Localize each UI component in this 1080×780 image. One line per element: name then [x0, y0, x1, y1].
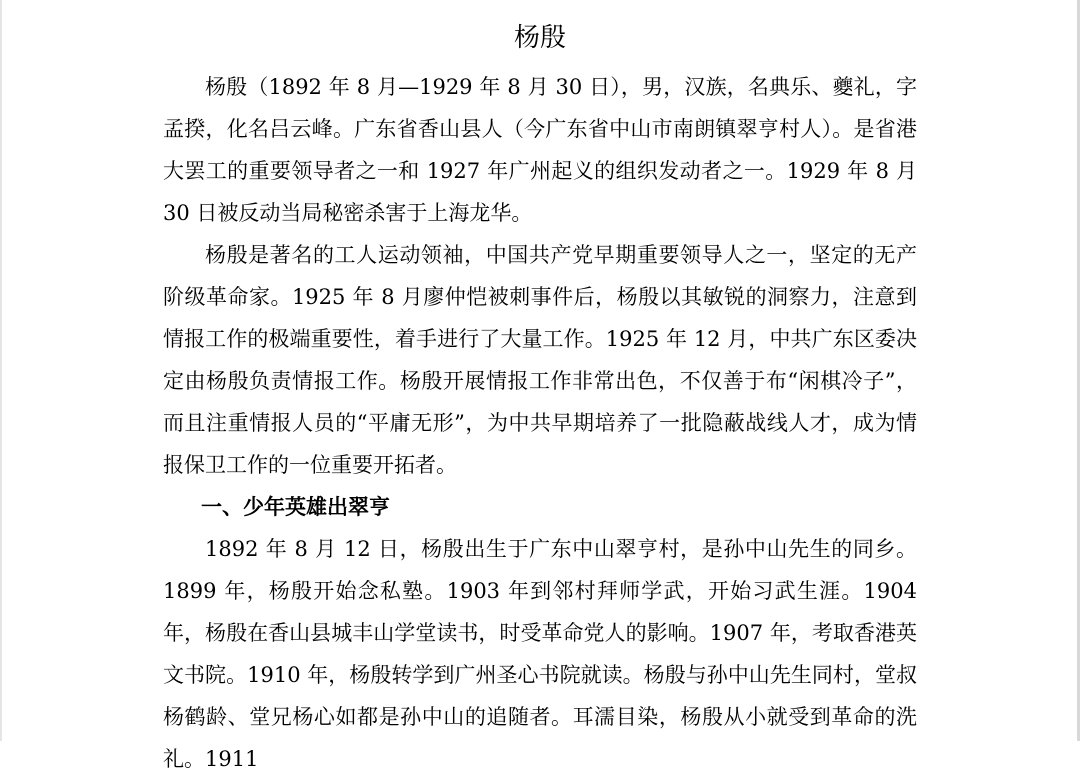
- document-body: [163, 66, 917, 780]
- intro-paragraph: 杨殷（1892 年 8 月—1929 年 8 月 30 日），男，汉族，名典乐、夔礼，字孟揆，化名吕云峰。广东省香山县人（今广东省中山市南朗镇翠亨村人）。是省港大罢工的重要领导者之一和 1927 年广州起义的组织发动者之一。1929 年 8 月 30 日被反动当局秘密杀害于上海龙华。: [163, 75, 917, 225]
- section-paragraph: 1892 年 8 月 12 日，杨殷出生于广东中山翠亨村，是孙中山先生的同乡。1899 年，杨殷开始念私塾。1903 年到邻村拜师学武，开始习武生涯。1904 年，杨殷在香山县城丰山学堂读书，时受革命党人的影响。1907 年，考取香港英文书院。1910 年，杨殷转学到广州圣心书院就读。杨殷与孙中山先生同村，堂叔杨鹤龄、堂兄杨心如都是孙中山的追随者。耳濡目染，杨殷从小就受到革命的洗礼。1911: [163, 537, 917, 771]
- page-left-edge: [0, 0, 2, 741]
- section-heading: 一、少年英雄出翠亨: [201, 495, 390, 519]
- document-title: 杨殷: [513, 23, 566, 53]
- summary-paragraph: 杨殷是著名的工人运动领袖，中国共产党早期重要领导人之一，坚定的无产阶级革命家。1925 年 8 月廖仲恺被刺事件后，杨殷以其敏锐的洞察力，注意到情报工作的极端重要性，着手进行了大量工作。1925 年 12 月，中共广东区委决定由杨殷负责情报工作。杨殷开展情报工作非常出色，不仅善于布“闲棋冷子”，而且注重情报人员的“平庸无形”，为中共早期培养了一批隐蔽战线人才，成为情报保卫工作的一位重要开拓者。: [163, 243, 917, 477]
